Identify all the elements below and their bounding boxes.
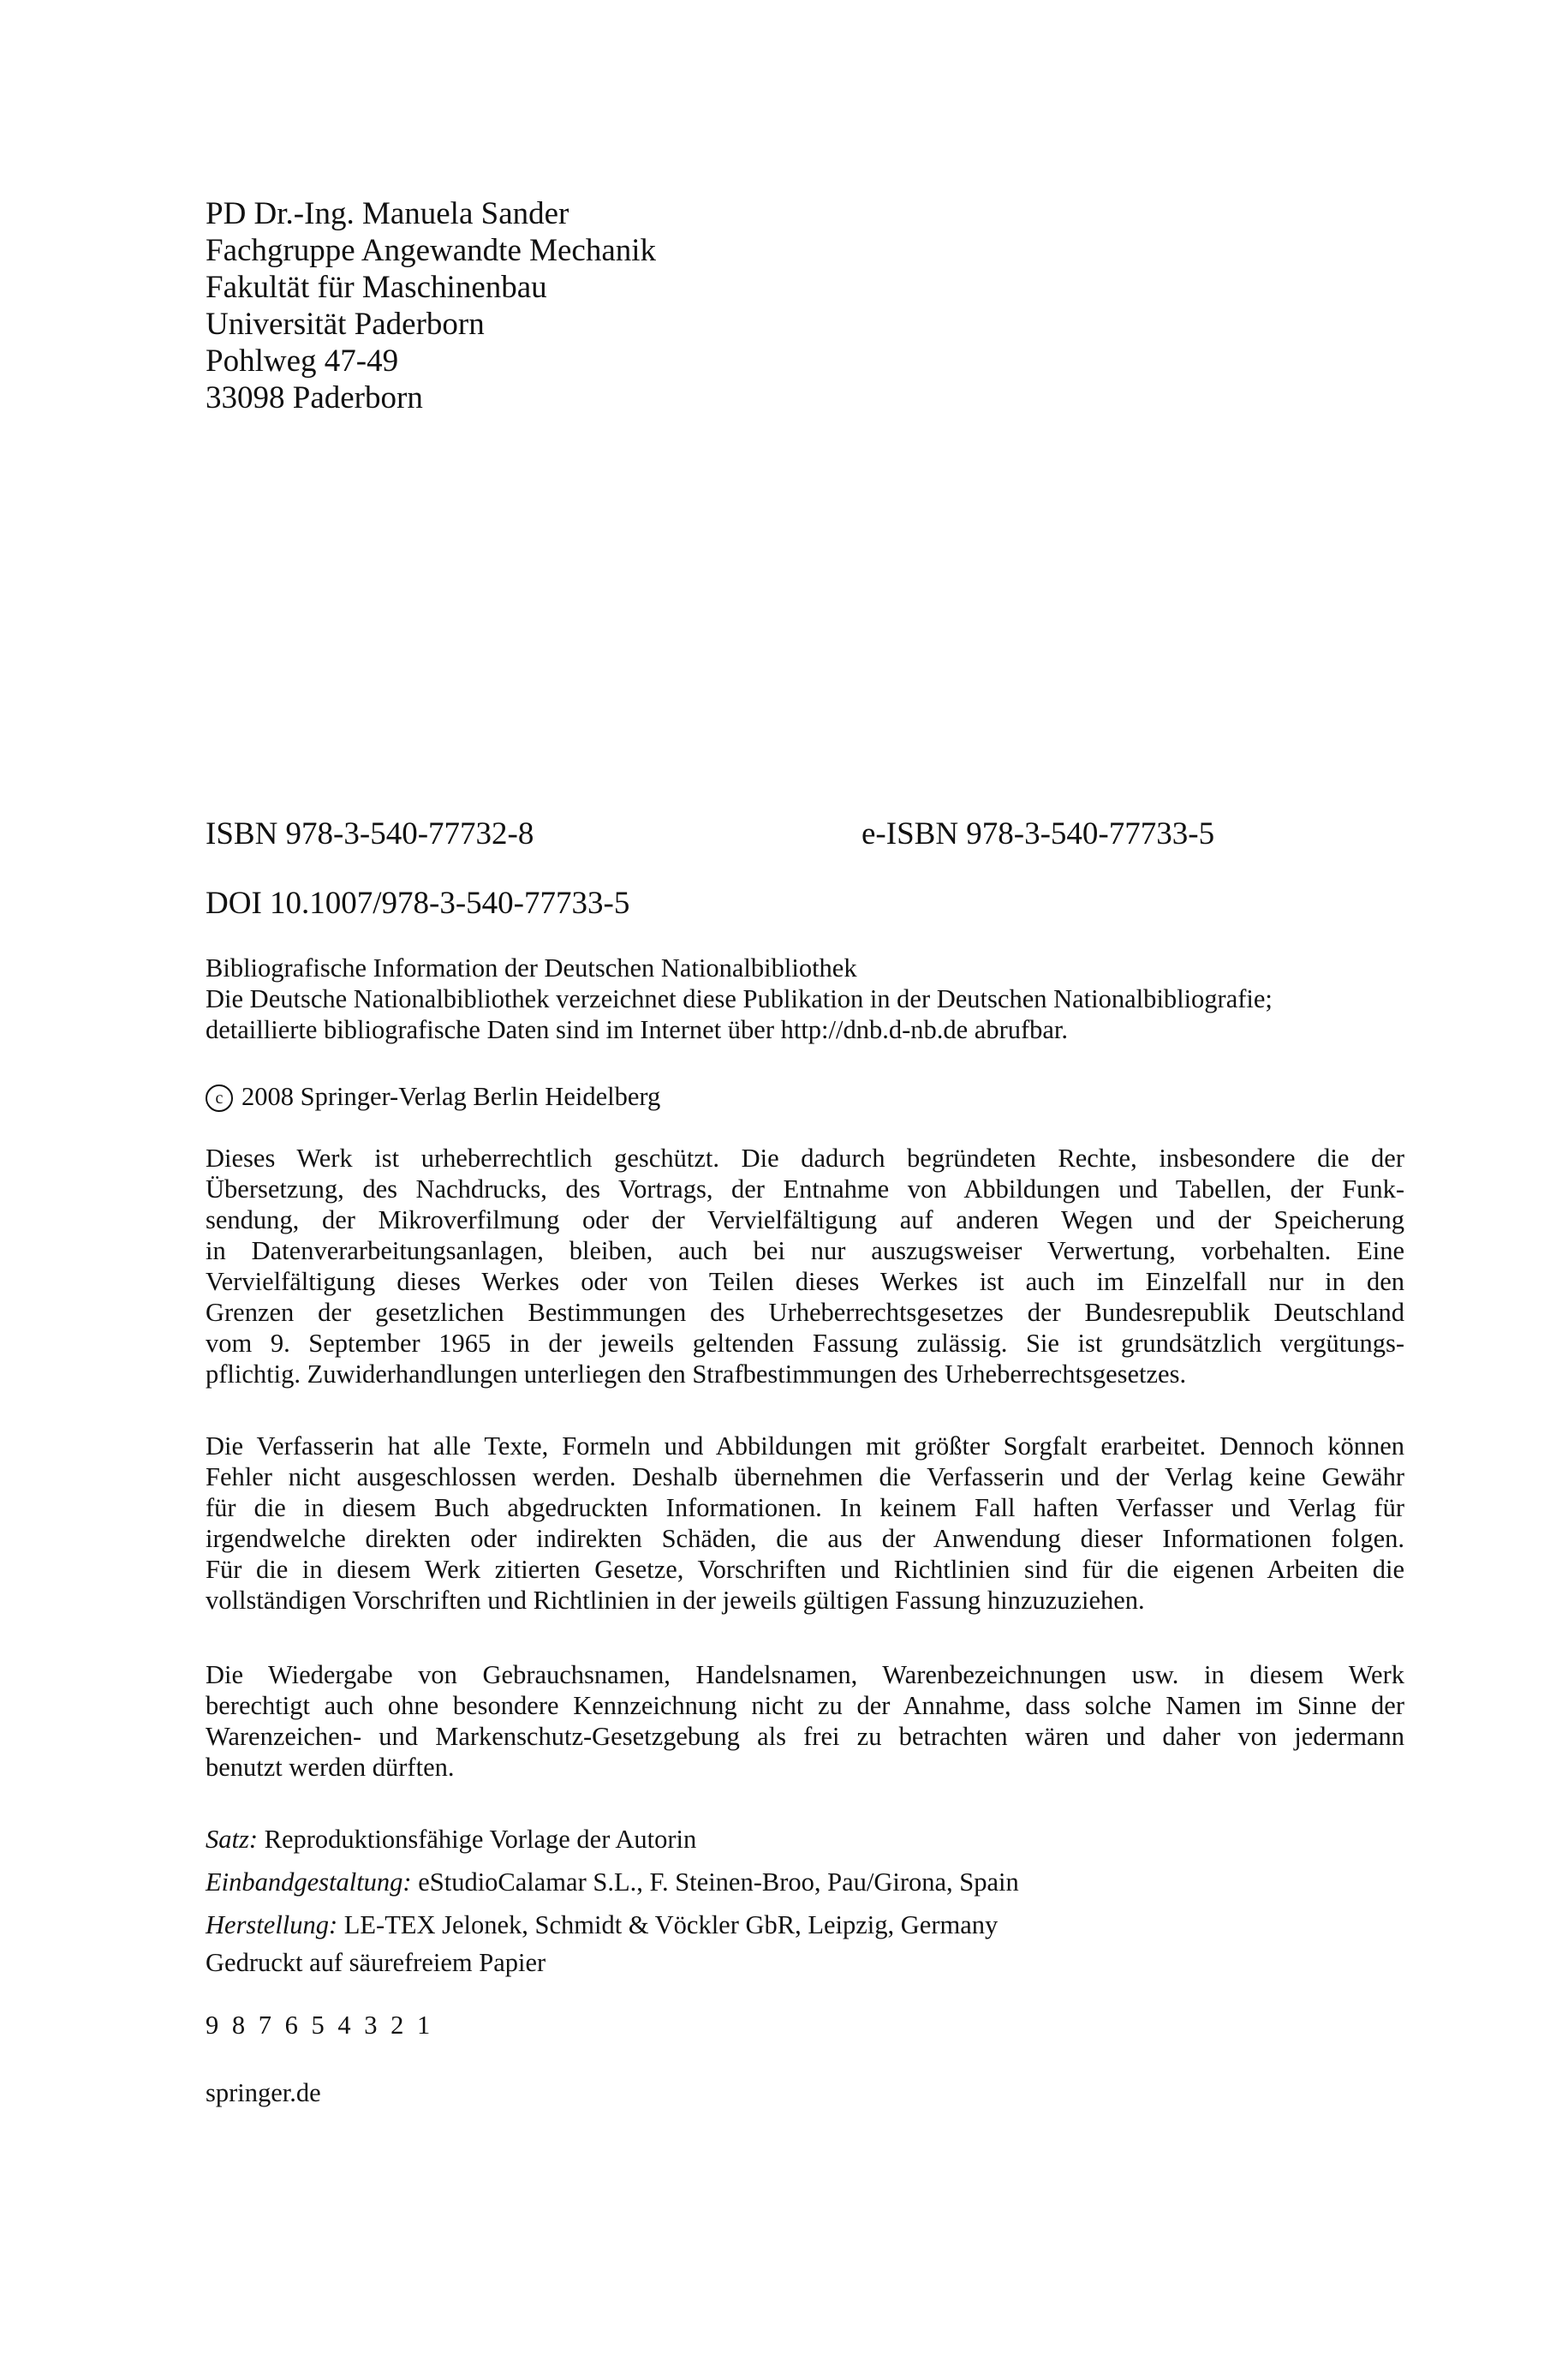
paragraph-line: irgendwelche direkten oder indirekten Schäden, die aus der Anwendung dieser Informationen folgen. [206,1524,1404,1553]
copyright-text: 2008 Springer-Verlag Berlin Heidelberg [241,1082,661,1111]
paragraph-line: sendung, der Mikroverfilmung oder der Vervielfältigung auf anderen Wegen und der Speicherung [206,1205,1404,1234]
trademark-notice-paragraph [206,1659,1404,1783]
paragraph-line: Die Verfasserin hat alle Texte, Formeln und Abbildungen mit größter Sorgfalt erarbeitet. Dennoch können [206,1431,1404,1461]
paragraph-line: benutzt werden dürften. [206,1753,455,1782]
credit-satz [206,1818,1404,1861]
paragraph-line: Vervielfältigung dieses Werkes oder von Teilen dieses Werkes ist auch im Einzelfall nur in den [206,1267,1404,1296]
credit-value: LE-TEX Jelonek, Schmidt & Vöckler GbR, Leipzig, Germany [343,1910,999,1939]
address-line-faculty: Fakultät für Maschinenbau [206,270,547,305]
paragraph-line: in Datenverarbeitungsanlagen, bleiben, auch bei nur auszugsweiser Verwertung, vorbehalten. Eine [206,1236,1404,1265]
printed-note: Gedruckt auf säurefreiem Papier [206,1948,546,1977]
paragraph-line: Grenzen der gesetzlichen Bestimmungen des Urheberrechtsgesetzes der Bundesrepublik Deutschland [206,1298,1404,1327]
copyright-symbol: c [206,1084,233,1112]
paragraph-line: Warenzeichen- und Markenschutz-Gesetzgebung als frei zu betrachten wären und daher von jedermann [206,1722,1404,1751]
eisbn: e-ISBN 978-3-540-77733-5 [862,816,1215,851]
address-line-city: 33098 Paderborn [206,380,423,415]
isbn: ISBN 978-3-540-77732-8 [206,816,534,851]
copyright-notice-paragraph [206,1143,1404,1389]
printing-line: 9 8 7 6 5 4 3 2 1 [206,2011,434,2040]
paragraph-line: für die in diesem Buch abgedruckten Informationen. In keinem Fall haften Verfasser und Verlag für [206,1493,1404,1522]
address-line-name: PD Dr.-Ing. Manuela Sander [206,196,569,231]
biblio-line: detaillierte bibliografische Daten sind im Internet über http://dnb.d-nb.de abrufbar. [206,1015,1069,1044]
paragraph-line: pflichtig. Zuwiderhandlungen unterliegen den Strafbestimmungen des Urheberrechtsgesetzes. [206,1359,1187,1389]
biblio-heading: Bibliografische Information der Deutschen Nationalbibliothek [206,953,857,983]
paragraph-line: Für die in diesem Werk zitierten Gesetze, Vorschriften und Richtlinien sind für die eigenen Arbeiten die [206,1555,1404,1584]
liability-notice-paragraph [206,1431,1404,1616]
paragraph-line: Die Wiedergabe von Gebrauchsnamen, Handelsnamen, Warenbezeichnungen usw. in diesem Werk [206,1660,1404,1689]
address-line-group: Fachgruppe Angewandte Mechanik [206,233,657,268]
credit-herstellung [206,1903,1404,1946]
credit-label: Satz: [206,1825,258,1854]
production-credits [206,1818,1404,1946]
address-line-university: Universität Paderborn [206,307,485,342]
credit-value: Reproduktionsfähige Vorlage der Autorin [264,1825,697,1854]
bibliographic-information [206,953,1404,1045]
credit-einband [206,1861,1404,1903]
credit-value: eStudioCalamar S.L., F. Steinen-Broo, Pau/Girona, Spain [418,1867,1019,1897]
credit-label: Herstellung: [206,1910,338,1939]
biblio-line: Die Deutsche Nationalbibliothek verzeichnet diese Publikation in der Deutschen Nationalbibliografie; [206,984,1273,1013]
copyright-line [206,1081,1404,1112]
doi: DOI 10.1007/978-3-540-77733-5 [206,886,630,921]
address-line-street: Pohlweg 47-49 [206,344,399,379]
website: springer.de [206,2078,321,2107]
author-address [206,195,656,416]
paragraph-line: vollständigen Vorschriften und Richtlinien in der jeweils gültigen Fassung hinzuzuziehen. [206,1586,1145,1615]
isbn-row [206,816,1411,852]
paragraph-line: Fehler nicht ausgeschlossen werden. Deshalb übernehmen die Verfasserin und der Verlag keine Gewähr [206,1462,1404,1491]
credit-label: Einbandgestaltung: [206,1867,412,1897]
paragraph-line: Dieses Werk ist urheberrechtlich geschützt. Die dadurch begründeten Rechte, insbesondere die der [206,1144,1404,1173]
paragraph-line: vom 9. September 1965 in der jeweils geltenden Fassung zulässig. Sie ist grundsätzlich vergütungs- [206,1329,1404,1358]
paragraph-line: Übersetzung, des Nachdrucks, des Vortrags, der Entnahme von Abbildungen und Tabellen, der Funk- [206,1174,1404,1204]
paragraph-line: berechtigt auch ohne besondere Kennzeichnung nicht zu der Annahme, dass solche Namen im Sinne der [206,1691,1404,1720]
